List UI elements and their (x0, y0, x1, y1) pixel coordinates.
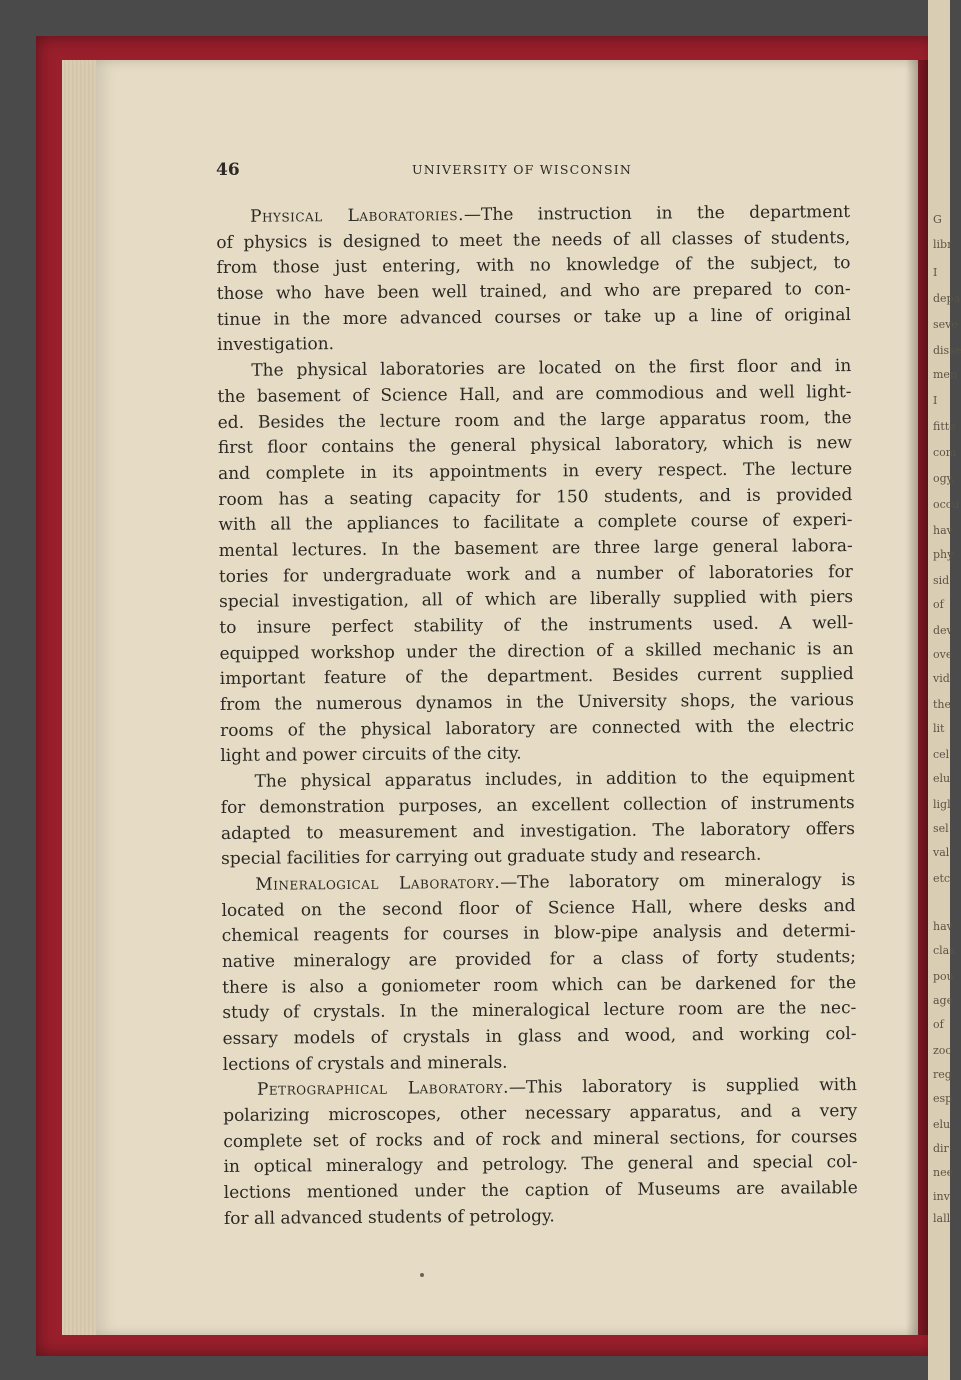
text-line: native mineralogy are provided for a class of forty students; (221, 946, 857, 972)
text-line: mental lectures. In the basement are three large general labora- (218, 535, 853, 561)
facing-text-fragment: the (933, 698, 952, 711)
text-line: located on the second floor of Science Hall, where desks and (221, 895, 856, 921)
facing-text-fragment: depa (933, 292, 961, 305)
facing-text-fragment: hav (933, 920, 953, 933)
facing-text-fragment: pou (933, 970, 954, 983)
text-line: Petrographical Laboratory.—This laboratory is supplied with (256, 1075, 858, 1101)
text-line: from those just entering, with no knowledge of the subject, to (216, 253, 851, 279)
text-line: complete set of rocks and of rock and mineral sections, for courses (223, 1126, 858, 1152)
text-line: the basement of Science Hall, and are commodious and well light- (217, 381, 852, 407)
text-line: to insure perfect stability of the instruments used. A well- (219, 613, 854, 638)
text-line: study of crystals. In the mineralogical lecture room are the nec- (222, 998, 857, 1024)
text-line: room has a seating capacity for 150 students, and is provided (218, 484, 853, 510)
facing-text-fragment: elu (933, 1118, 951, 1131)
facing-text-fragment: com (933, 446, 957, 459)
section-heading: Petrographical Laboratory. (256, 1078, 510, 1101)
text-line: Physical Laboratories.—The instruction in the department (250, 202, 851, 227)
facing-text-fragment: sid (933, 574, 950, 587)
facing-text-fragment: esp (933, 1092, 953, 1105)
running-head (216, 160, 850, 184)
facing-text-fragment: val (933, 846, 950, 859)
text-line: for all advanced students of petrology. (223, 1206, 555, 1229)
text-line: chemical reagents for courses in blow-pipe analysis and determi- (221, 921, 856, 947)
facing-text-fragment: elu (933, 772, 951, 785)
facing-text-fragment: zoo (933, 1044, 953, 1057)
facing-text-fragment: nee (933, 1166, 954, 1179)
text-line: and complete in its appointments in every respect. The lecture (218, 458, 853, 484)
text-line: Mineralogical Laboratory.—The laboratory om mineralogy is (255, 869, 856, 895)
facing-text-fragment: clas (933, 944, 955, 957)
facing-text-fragment: seve (933, 318, 958, 331)
section-heading: Physical Laboratories. (250, 205, 465, 227)
text-line: from the numerous dynamos in the University shops, the various (219, 690, 854, 716)
facing-text-fragment: I (933, 266, 938, 279)
text-line: The physical apparatus includes, in addition to the equipment (254, 767, 855, 792)
text-line: for demonstration purposes, an excellent collection of instruments (220, 792, 855, 818)
facing-text-fragment: ligl (933, 798, 951, 811)
text-line: ed. Besides the lecture room and the large apparatus room, the (217, 407, 852, 433)
page-number: 46 (216, 160, 240, 180)
facing-page-edge (928, 0, 961, 1380)
facing-text-fragment: etc. (933, 872, 954, 885)
text-line: those who have been well trained, and who are prepared to con- (216, 279, 851, 305)
text-line: important feature of the department. Besides current supplied (219, 664, 854, 690)
facing-text-fragment: of (933, 1018, 944, 1031)
text-line: special facilities for carrying out graduate study and research. (221, 844, 762, 870)
facing-text-fragment: lall (933, 1212, 951, 1225)
facing-text-fragment: dir (933, 1142, 949, 1155)
text-line: tories for undergraduate work and a number of laboratories for (218, 561, 853, 587)
facing-text-fragment: vid (933, 672, 950, 685)
text-line: The physical laboratories are located on the first floor and in (251, 356, 852, 381)
facing-text-fragment: ogy, (933, 472, 955, 485)
spine-shadow (906, 60, 928, 1335)
facing-text-fragment: cel (933, 748, 950, 761)
facing-text-fragment: age (933, 994, 954, 1007)
text-line: with all the appliances to facilitate a complete course of experi- (218, 510, 853, 536)
text-line: lections mentioned under the caption of Museums are available (223, 1178, 858, 1204)
facing-text-fragment: sel (933, 822, 949, 835)
text-line: in optical mineralogy and petrology. The general and special col- (223, 1152, 858, 1178)
ink-speck (420, 1273, 424, 1277)
facing-text-fragment: libr (933, 238, 953, 251)
text-line: light and power circuits of the city. (220, 744, 522, 767)
text-line: first floor contains the general physical laboratory, which is new (217, 433, 852, 459)
text-line: equipped workshop under the direction of a skilled mechanic is an (219, 638, 854, 664)
text-line: polarizing microscopes, other necessary apparatus, and a very (223, 1101, 858, 1127)
text-line: adapted to measurement and investigation. The laboratory offers (220, 818, 855, 844)
facing-text-fragment: lit (933, 722, 945, 735)
text-line: lections of crystals and minerals. (222, 1052, 508, 1075)
facing-text-fragment: inv (933, 1190, 950, 1203)
text-line: tinue in the more advanced courses or take up a line of original (216, 304, 851, 330)
text-line: there is also a goniometer room which can be darkened for the (222, 972, 857, 998)
text-line: rooms of the physical laboratory are connected with the electric (220, 715, 855, 741)
facing-text-fragment: G (933, 213, 942, 226)
facing-text-fragment: fitte (933, 420, 956, 433)
facing-text-fragment: ove (933, 648, 953, 661)
facing-text-fragment: dev (933, 624, 953, 637)
facing-text-fragment: I (933, 394, 938, 407)
text-line: of physics is designed to meet the needs of all classes of students, (216, 227, 851, 253)
section-heading: Mineralogical Laboratory. (255, 872, 501, 895)
facing-text-fragment: reg (933, 1068, 952, 1081)
facing-text-fragment: occu (933, 498, 960, 511)
running-title: UNIVERSITY OF WISCONSIN (412, 162, 633, 177)
facing-text-fragment: disse (933, 344, 961, 357)
text-line: investigation. (217, 334, 335, 356)
facing-text-fragment: of (933, 598, 944, 611)
text-line: special investigation, all of which are liberally supplied with piers (219, 587, 854, 613)
text-line: essary models of crystals in glass and wood, and working col- (222, 1023, 857, 1049)
facing-text-fragment: hav (933, 524, 953, 537)
body-text (216, 200, 858, 1232)
facing-text-fragment: phy (933, 548, 954, 561)
facing-text-fragment: men (933, 368, 958, 381)
